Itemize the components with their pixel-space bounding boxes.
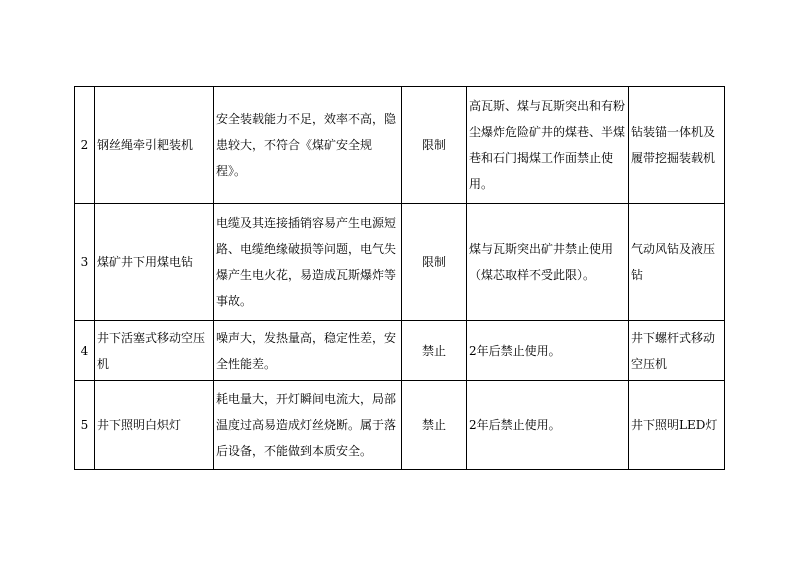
reason-text: 电缆及其连接插销容易产生电源短路、电缆绝缘破损等问题，电气失爆产生电火花，易造成瓦斯爆炸等事故。: [214, 204, 402, 321]
replacement-text: 井下螺杆式移动空压机: [629, 321, 725, 381]
equipment-name: 煤矿井下用煤电钻: [95, 204, 214, 321]
reason-text: 安全装载能力不足，效率不高，隐患较大，不符合《煤矿安全规程》。: [214, 87, 402, 204]
status-cell: 禁止: [402, 381, 467, 470]
equipment-table: [74, 86, 725, 470]
table-row: [75, 321, 725, 381]
table-row: [75, 87, 725, 204]
scope-text: 2年后禁止使用。: [467, 381, 629, 470]
replacement-text: 钻装锚一体机及履带挖掘装载机: [629, 87, 725, 204]
status-cell: 限制: [402, 87, 467, 204]
status-cell: 禁止: [402, 321, 467, 381]
scope-text: 2年后禁止使用。: [467, 321, 629, 381]
table-row: [75, 381, 725, 470]
replacement-text: 气动风钻及液压钻: [629, 204, 725, 321]
equipment-name: 钢丝绳牵引耙装机: [95, 87, 214, 204]
reason-text: 噪声大，发热量高，稳定性差，安全性能差。: [214, 321, 402, 381]
row-number: 3: [75, 204, 95, 321]
row-number: 5: [75, 381, 95, 470]
replacement-text: 井下照明LED灯: [629, 381, 725, 470]
equipment-name: 井下活塞式移动空压机: [95, 321, 214, 381]
row-number: 4: [75, 321, 95, 381]
table-row: [75, 204, 725, 321]
scope-text: 高瓦斯、煤与瓦斯突出和有粉尘爆炸危险矿井的煤巷、半煤巷和石门揭煤工作面禁止使用。: [467, 87, 629, 204]
row-number: 2: [75, 87, 95, 204]
status-cell: 限制: [402, 204, 467, 321]
equipment-name: 井下照明白炽灯: [95, 381, 214, 470]
reason-text: 耗电量大，开灯瞬间电流大，局部温度过高易造成灯丝烧断。属于落后设备，不能做到本质安全。: [214, 381, 402, 470]
scope-text: 煤与瓦斯突出矿井禁止使用（煤芯取样不受此限）。: [467, 204, 629, 321]
